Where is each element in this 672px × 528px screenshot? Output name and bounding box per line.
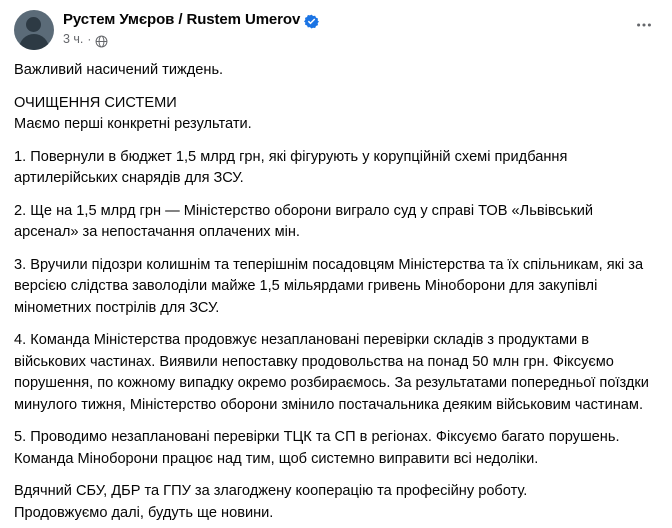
post-paragraph: Важливий насичений тиждень. <box>14 62 224 78</box>
post-paragraph: 3. Вручили підозри колишнім та теперішнім посадовцям Міністерства та їх спільникам, які за версією слідства заволоділи майже 1,5 мільярдами гривень Міноборони для закупівлі мінометних пострілів для ЗСУ. <box>14 256 644 316</box>
author-row <box>63 11 658 29</box>
post-paragraph: Продовжуємо далі, будуть ще новини. <box>14 504 274 521</box>
post-header-text <box>63 10 658 47</box>
post-timestamp[interactable]: 3 ч. <box>63 32 84 46</box>
post-paragraph: 5. Проводимо незаплановані перевірки ТЦК та СП в регіонах. Фіксуємо багато порушень. Команда Міноборони працює над тим, щоб системно виправити всі недоліки. <box>14 429 620 467</box>
post-paragraph: 2. Ще на 1,5 млрд грн — Міністерство оборони виграло суд у справі ТОВ «Львівський арсенал» за непостачання оплачених мін. <box>14 202 594 240</box>
post-body <box>14 60 658 528</box>
meta-separator: · <box>87 32 92 46</box>
globe-icon[interactable] <box>95 35 108 48</box>
post-header <box>14 10 658 50</box>
post-paragraph: Вдячний СБУ, ДБР та ГПУ за злагоджену кооперацію та професійну роботу. <box>14 483 528 499</box>
post-paragraph: 1. Повернули в бюджет 1,5 млрд грн, які фігурують у корупційній схемі придбання артилерійських снарядів для ЗСУ. <box>14 148 568 186</box>
post-paragraph: 4. Команда Міністерства продовжує незаплановані перевірки складів з продуктами в військових частинах. Виявили непоставку продовольства на понад 50 млн грн. Фіксуємо порушення, по кожному випадку окремо розбираємось. За результатами попередньої поїздки минулого тижня, Міністерство оборони змінило постачальника деяким військовим частинам. <box>14 332 649 413</box>
ellipsis-icon[interactable] <box>630 15 658 35</box>
post-paragraph: ОЧИЩЕННЯ СИСТЕМИ <box>14 94 177 111</box>
post-paragraph: Маємо перші конкретні результати. <box>14 116 252 132</box>
verified-badge-icon <box>304 14 319 29</box>
avatar-head-shape <box>26 17 41 32</box>
avatar[interactable] <box>14 10 54 50</box>
post-meta <box>63 32 658 47</box>
author-name[interactable]: Рустем Умєров / Rustem Umerov <box>63 11 301 28</box>
avatar-body-shape <box>19 34 49 50</box>
